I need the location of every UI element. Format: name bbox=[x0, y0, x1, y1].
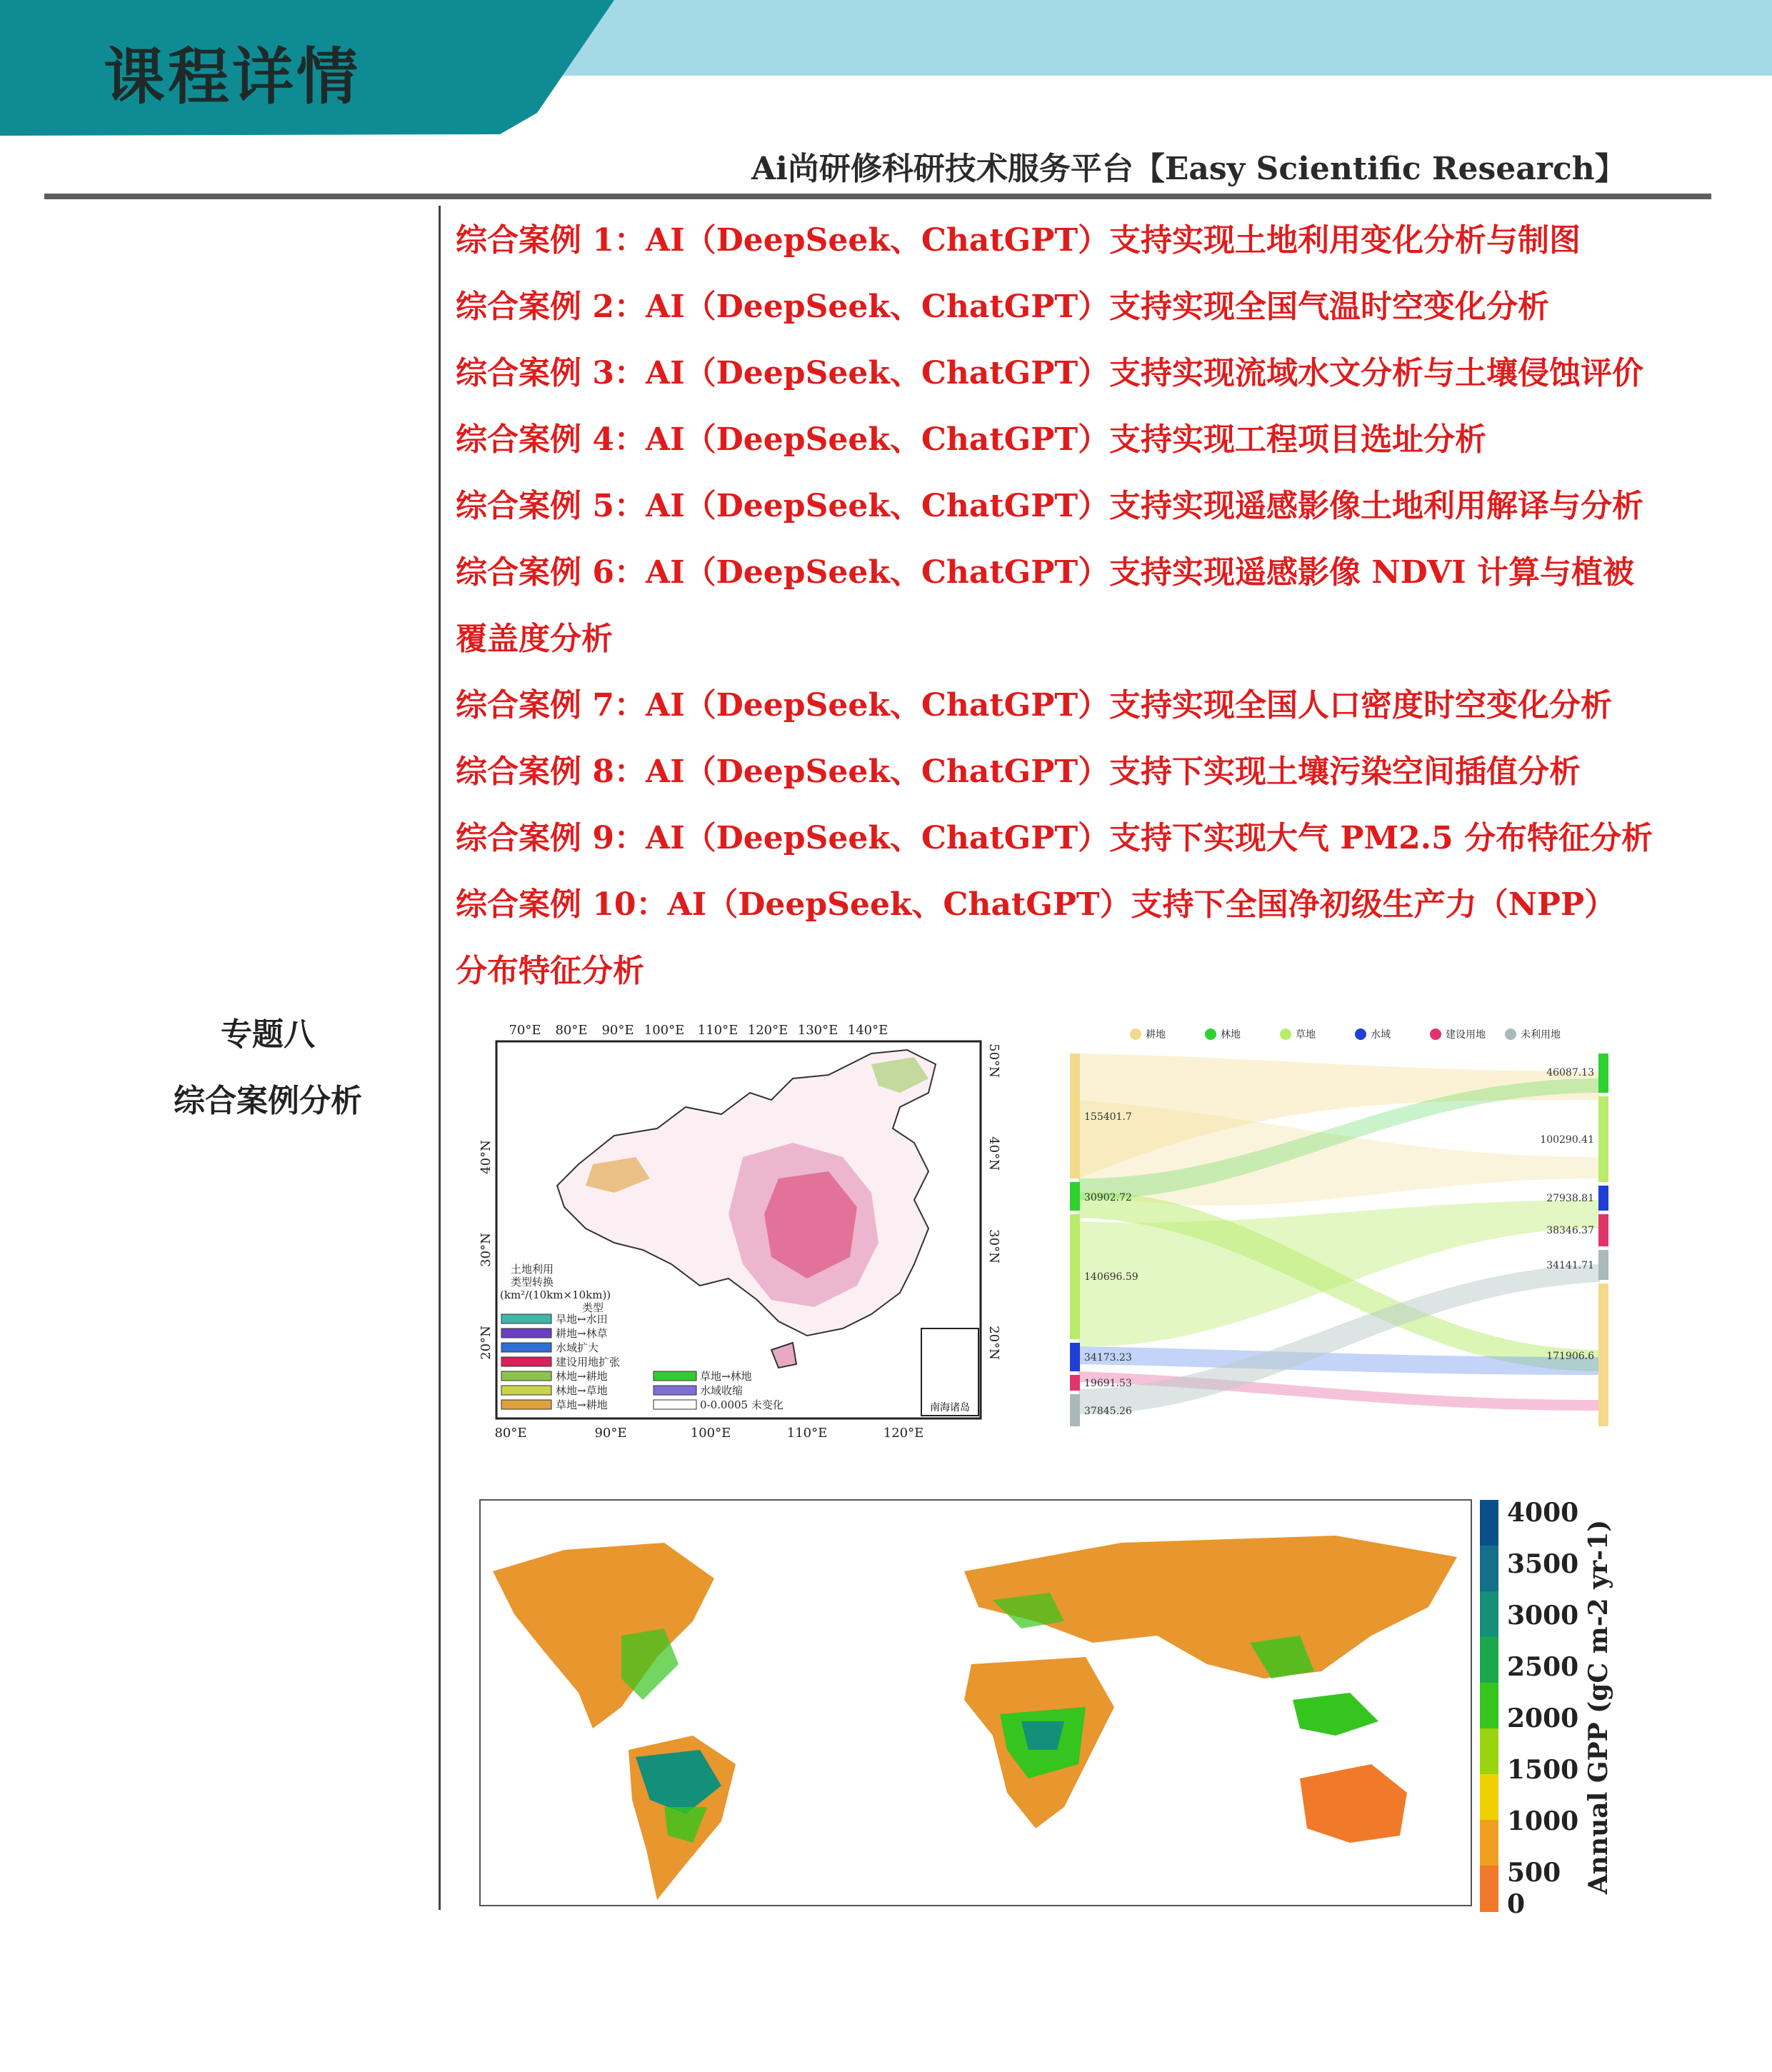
legend-swatch bbox=[501, 1314, 551, 1323]
china-landuse-map bbox=[471, 1014, 1000, 1450]
legend-dot bbox=[1280, 1029, 1291, 1040]
colorbar-tick: 1000 bbox=[1507, 1806, 1579, 1836]
lat-tick-label: 30°N bbox=[479, 1233, 494, 1267]
sankey-value: 140696.59 bbox=[1084, 1271, 1138, 1283]
legend-label: 旱地↔水田 bbox=[556, 1313, 608, 1326]
case-item: 综合案例 6：AI（DeepSeek、ChatGPT）支持实现遥感影像 NDVI 计算与植被覆盖度分析 bbox=[456, 554, 1635, 657]
colorbar-segment bbox=[1480, 1637, 1498, 1683]
legend-swatch bbox=[501, 1343, 551, 1352]
lon-tick-label: 140°E bbox=[847, 1023, 888, 1038]
legend-label: 林地 bbox=[1221, 1029, 1241, 1041]
sankey-value: 34141.71 bbox=[1546, 1260, 1594, 1271]
header-divider bbox=[44, 194, 1711, 199]
case-item: 综合案例 10：AI（DeepSeek、ChatGPT）支持下全国净初级生产力（NPP）分布特征分析 bbox=[456, 886, 1616, 989]
legend-type-header: 类型 bbox=[582, 1301, 604, 1314]
lon-tick-label: 100°E bbox=[690, 1426, 731, 1441]
case-item: 综合案例 4：AI（DeepSeek、ChatGPT）支持实现工程项目选址分析 bbox=[456, 421, 1487, 458]
lon-tick-label: 70°E bbox=[509, 1023, 541, 1038]
lat-tick-label: 40°N bbox=[479, 1140, 494, 1174]
legend-dot bbox=[1430, 1029, 1441, 1040]
legend-swatch bbox=[654, 1371, 696, 1381]
colorbar-segment bbox=[1480, 1820, 1498, 1866]
lon-tick-label: 110°E bbox=[786, 1426, 828, 1441]
legend-label: 林地→草地 bbox=[556, 1384, 608, 1397]
sankey-value: 100290.41 bbox=[1540, 1134, 1594, 1146]
lon-tick-label: 120°E bbox=[747, 1023, 789, 1038]
legend-label: 水域 bbox=[1371, 1029, 1391, 1041]
lat-tick-label: 30°N bbox=[986, 1229, 1000, 1263]
case-item: 综合案例 2：AI（DeepSeek、ChatGPT）支持实现全国气温时空变化分析 bbox=[456, 289, 1550, 325]
colorbar-tick: 2500 bbox=[1507, 1652, 1579, 1682]
colorbar-tick: 500 bbox=[1507, 1858, 1561, 1888]
legend-swatch bbox=[654, 1386, 696, 1395]
legend-dot bbox=[1355, 1029, 1366, 1040]
inset-label: 南海诸岛 bbox=[930, 1402, 970, 1413]
colorbar-segment bbox=[1480, 1546, 1498, 1592]
lon-tick-label: 80°E bbox=[555, 1023, 588, 1038]
topic-number: 专题八 bbox=[221, 1016, 315, 1053]
legend-title: 类型转换 bbox=[511, 1276, 554, 1288]
legend-label: 林地→耕地 bbox=[556, 1370, 608, 1383]
case-item: 综合案例 9：AI（DeepSeek、ChatGPT）支持下实现大气 PM2.5 分布特征分析 bbox=[456, 820, 1653, 856]
legend-dot bbox=[1505, 1029, 1516, 1040]
legend-swatch bbox=[501, 1386, 551, 1395]
colorbar-tick: 1500 bbox=[1507, 1755, 1579, 1785]
case-item: 综合案例 7：AI（DeepSeek、ChatGPT）支持实现全国人口密度时空变化分析 bbox=[456, 687, 1613, 724]
legend-swatch bbox=[501, 1400, 551, 1409]
colorbar-segment bbox=[1480, 1591, 1498, 1638]
legend-dot bbox=[1205, 1029, 1216, 1040]
case-item: 综合案例 5：AI（DeepSeek、ChatGPT）支持实现遥感影像土地利用解译与分析 bbox=[456, 488, 1644, 524]
sankey-value: 46087.13 bbox=[1546, 1067, 1594, 1078]
legend-unit: (km²/(10km×10km)) bbox=[500, 1288, 611, 1301]
topic-title: 综合案例分析 bbox=[174, 1083, 362, 1119]
case-item: 综合案例 1：AI（DeepSeek、ChatGPT）支持实现土地利用变化分析与制图 bbox=[456, 222, 1581, 259]
colorbar-segment bbox=[1480, 1774, 1498, 1821]
legend-label: 未利用地 bbox=[1521, 1029, 1561, 1041]
sankey-value: 38346.37 bbox=[1546, 1225, 1594, 1236]
lon-tick-label: 90°E bbox=[601, 1023, 634, 1038]
lat-tick-label: 20°N bbox=[479, 1326, 494, 1360]
lon-tick-label: 120°E bbox=[883, 1426, 924, 1441]
legend-label: 草地→林地 bbox=[700, 1370, 752, 1383]
legend-label: 草地→耕地 bbox=[556, 1398, 608, 1411]
lat-tick-label: 20°N bbox=[986, 1326, 1000, 1360]
legend-label: 耕地→林草 bbox=[556, 1327, 608, 1340]
colorbar-segment bbox=[1480, 1500, 1498, 1546]
landuse-sankey bbox=[1057, 1014, 1621, 1443]
case-item: 综合案例 3：AI（DeepSeek、ChatGPT）支持实现流域水文分析与土壤侵蚀评价 bbox=[456, 355, 1644, 391]
legend-swatch bbox=[501, 1328, 551, 1338]
sankey-value: 27938.81 bbox=[1546, 1193, 1594, 1204]
legend-label: 耕地 bbox=[1146, 1029, 1166, 1041]
legend-label: 0-0.0005 未变化 bbox=[700, 1398, 784, 1411]
colorbar-segment bbox=[1480, 1728, 1498, 1775]
sankey-value: 171906.6 bbox=[1546, 1351, 1594, 1362]
legend-swatch bbox=[501, 1371, 551, 1381]
colorbar-tick: 4000 bbox=[1507, 1498, 1579, 1528]
global-gpp-map bbox=[479, 1493, 1628, 1914]
legend-label: 建设用地扩张 bbox=[556, 1356, 621, 1368]
column-divider bbox=[439, 206, 441, 1910]
sankey-value: 30902.72 bbox=[1084, 1192, 1132, 1203]
legend-label: 水域扩大 bbox=[556, 1341, 599, 1354]
lon-tick-label: 110°E bbox=[697, 1023, 739, 1038]
legend-title: 土地利用 bbox=[511, 1263, 554, 1276]
colorbar-tick: 3000 bbox=[1507, 1601, 1579, 1631]
sankey-value: 155401.7 bbox=[1084, 1111, 1132, 1123]
page-title: 课程详情 bbox=[104, 41, 361, 113]
legend-label: 草地 bbox=[1296, 1029, 1316, 1041]
sankey-value: 34173.23 bbox=[1084, 1352, 1132, 1363]
sankey-value: 19691.53 bbox=[1084, 1378, 1132, 1389]
legend-swatch bbox=[501, 1357, 551, 1366]
platform-subtitle: Ai尚研修科研技术服务平台【Easy Scientific Research】 bbox=[751, 151, 1626, 187]
legend-dot bbox=[1130, 1029, 1141, 1040]
legend-label: 建设用地 bbox=[1446, 1029, 1486, 1041]
case-item: 综合案例 8：AI（DeepSeek、ChatGPT）支持下实现土壤污染空间插值分析 bbox=[456, 754, 1581, 790]
colorbar-tick: 3500 bbox=[1507, 1549, 1579, 1579]
colorbar-tick: 2000 bbox=[1507, 1703, 1579, 1733]
lat-tick-label: 40°N bbox=[986, 1136, 1000, 1171]
case-list bbox=[456, 207, 1653, 1004]
lon-tick-label: 130°E bbox=[797, 1023, 839, 1038]
lon-tick-label: 90°E bbox=[594, 1426, 627, 1441]
legend-label: 水域收缩 bbox=[700, 1384, 744, 1397]
colorbar-tick: 0 bbox=[1507, 1889, 1526, 1914]
colorbar-label: Annual GPP (gC m-2 yr-1) bbox=[1583, 1519, 1613, 1895]
sankey-value: 37845.26 bbox=[1084, 1406, 1132, 1417]
colorbar-segment bbox=[1480, 1683, 1498, 1729]
lon-tick-label: 100°E bbox=[644, 1023, 685, 1038]
colorbar-segment bbox=[1480, 1866, 1498, 1912]
lon-tick-label: 80°E bbox=[494, 1426, 527, 1441]
legend-swatch bbox=[654, 1400, 696, 1409]
lat-tick-label: 50°N bbox=[986, 1043, 1000, 1078]
